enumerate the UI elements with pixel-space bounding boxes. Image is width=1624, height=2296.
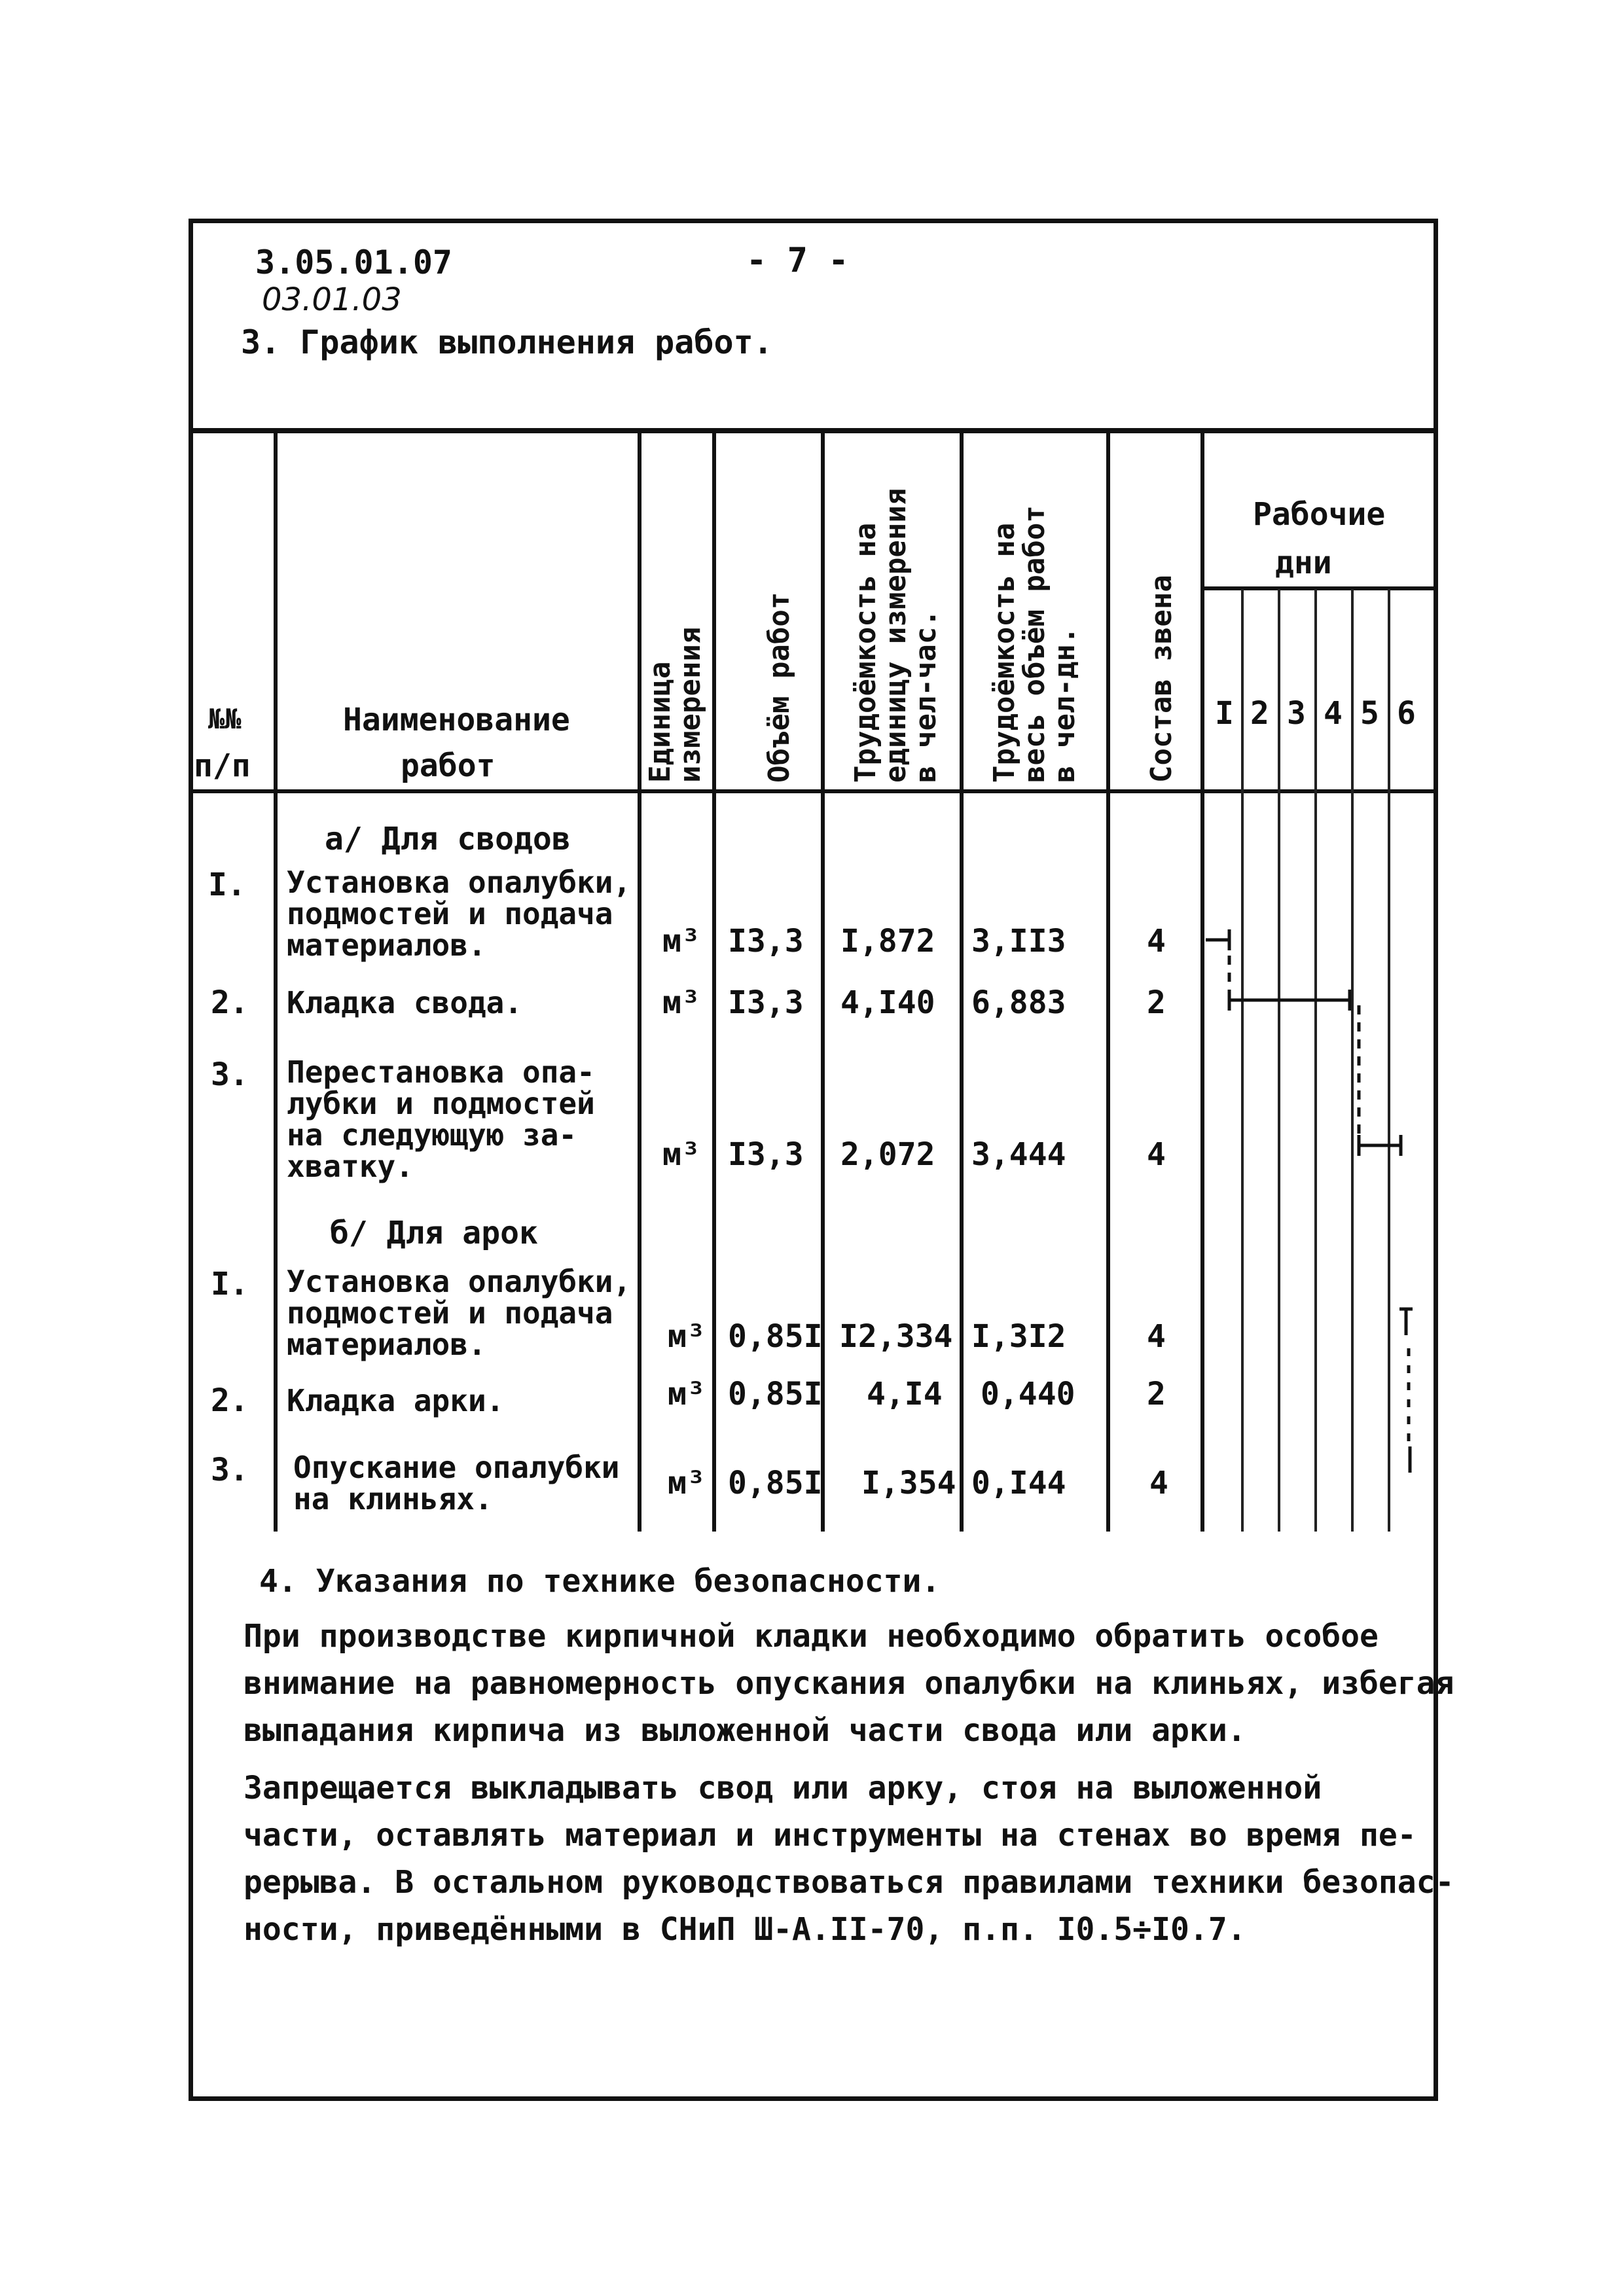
page-number: - 7 - [746,241,849,280]
row-labor-unit: I,354 [861,1465,956,1501]
col-header-unit: Единица измерения [643,626,707,783]
paragraph-line: части, оставлять материал и инструменты на стенах во время пе- [244,1817,1416,1854]
row-crew: 4 [1147,1136,1166,1173]
col-divider-volume [821,432,825,1532]
day-label-2: 2 [1250,695,1269,732]
group-title: б/ Для арок [330,1215,538,1251]
paragraph-line: Запрещается выкладывать свод или арку, стоя на выложенной [244,1770,1322,1806]
col-header-volume: Объём работ [763,592,796,783]
row-labor-total: I,3I2 [971,1318,1066,1355]
paragraph-line: внимание на равномерность опускания опалубки на клиньях, избегая [244,1665,1454,1702]
row-name: Кладка свода. [287,985,523,1020]
day-label-3: 3 [1287,695,1306,732]
row-labor-total: 0,440 [981,1376,1075,1412]
day-label-5: 5 [1360,695,1379,732]
row-labor-unit: 4,I40 [840,984,935,1021]
row-name: Установка опалубки, подмостей и подача материалов. [287,1264,632,1362]
days-header-divider [1203,586,1437,590]
col-header-num-2: п/п [194,747,251,784]
day-label-6: 6 [1397,695,1416,732]
row-unit: м³ [662,1136,700,1173]
col-divider-name [638,432,641,1532]
row-unit: м³ [668,1465,706,1501]
col-header-name-1: Наименование [343,702,570,738]
row-num: 3. [211,1452,249,1488]
row-num: 2. [211,1382,249,1419]
row-name: Кладка арки. [287,1383,505,1418]
col-header-days-2: дни [1275,545,1332,581]
paragraph-line: При производстве кирпичной кладки необходимо обратить особое [244,1618,1379,1655]
safety-paragraph-1 [244,1613,1454,1754]
row-num: I. [211,1266,249,1302]
row-name: Перестановка опа- лубки и подмостей на следующую за- хватку. [287,1054,595,1184]
row-labor-total: 3,II3 [971,923,1066,960]
row-unit: м³ [662,923,700,960]
day-label-1: I [1215,695,1234,732]
col-header-name-2: работ [401,747,496,784]
col-header-days-1: Рабочие [1253,496,1386,533]
row-name: Опускание опалубки на клиньях. [293,1450,620,1516]
row-volume: 0,85I [728,1376,823,1412]
row-volume: 0,85I [728,1465,823,1501]
col-header-labor-total: Трудоёмкость на весь объём работ в чел-дн. [988,505,1081,783]
row-crew: 4 [1147,923,1166,960]
safety-title: 4. Указания по технике безопасности. [259,1563,941,1600]
row-num: I. [208,867,246,903]
row-volume: 0,85I [728,1318,823,1355]
row-num: 2. [211,984,249,1021]
row-volume: I3,3 [728,984,804,1021]
row-name: Установка опалубки, подмостей и подача материалов. [287,865,632,963]
col-divider-num [274,432,278,1532]
section-title: 3. График выполнения работ. [241,323,773,361]
row-volume: I3,3 [728,1136,804,1173]
schedule-gantt [1204,792,1437,1532]
row-labor-total: 6,883 [971,984,1066,1021]
day-label-4: 4 [1324,695,1343,732]
col-header-crew: Состав звена [1145,575,1178,783]
row-crew: 2 [1147,984,1166,1021]
row-unit: м³ [662,984,700,1021]
row-labor-unit: 4,I4 [867,1376,943,1412]
row-volume: I3,3 [728,923,804,960]
col-divider-labor-total [1106,432,1110,1532]
handwritten-code: 03.01.03 [262,281,402,318]
row-crew: 4 [1149,1465,1168,1501]
row-labor-unit: 2,072 [840,1136,935,1173]
row-unit: м³ [668,1376,706,1412]
row-crew: 2 [1147,1376,1166,1412]
table-top-border [190,428,1437,433]
row-labor-total: 0,I44 [971,1465,1066,1501]
row-num: 3. [211,1056,249,1093]
col-header-num-1: №№ [208,703,242,735]
paragraph-line: ности, приведёнными в СНиП Ш-А.II-70, п.п. I0.5÷I0.7. [244,1911,1246,1948]
col-header-labor-unit: Трудоёмкость на единицу измерения в чел-час. [849,488,943,783]
row-unit: м³ [668,1318,706,1355]
document-code: 3.05.01.07 [255,243,453,281]
paragraph-line: выпадания кирпича из выложенной части свода или арки. [244,1712,1246,1749]
row-labor-total: 3,444 [971,1136,1066,1173]
safety-paragraph-2 [244,1765,1454,1953]
paragraph-line: рерыва. В остальном руководствоваться правилами техники безопас- [244,1864,1454,1901]
row-crew: 4 [1147,1318,1166,1355]
row-labor-unit: I2,334 [839,1318,953,1355]
row-labor-unit: I,872 [840,923,935,960]
col-divider-unit [712,432,716,1532]
group-title: а/ Для сводов [325,821,571,857]
col-divider-labor-unit [960,432,964,1532]
